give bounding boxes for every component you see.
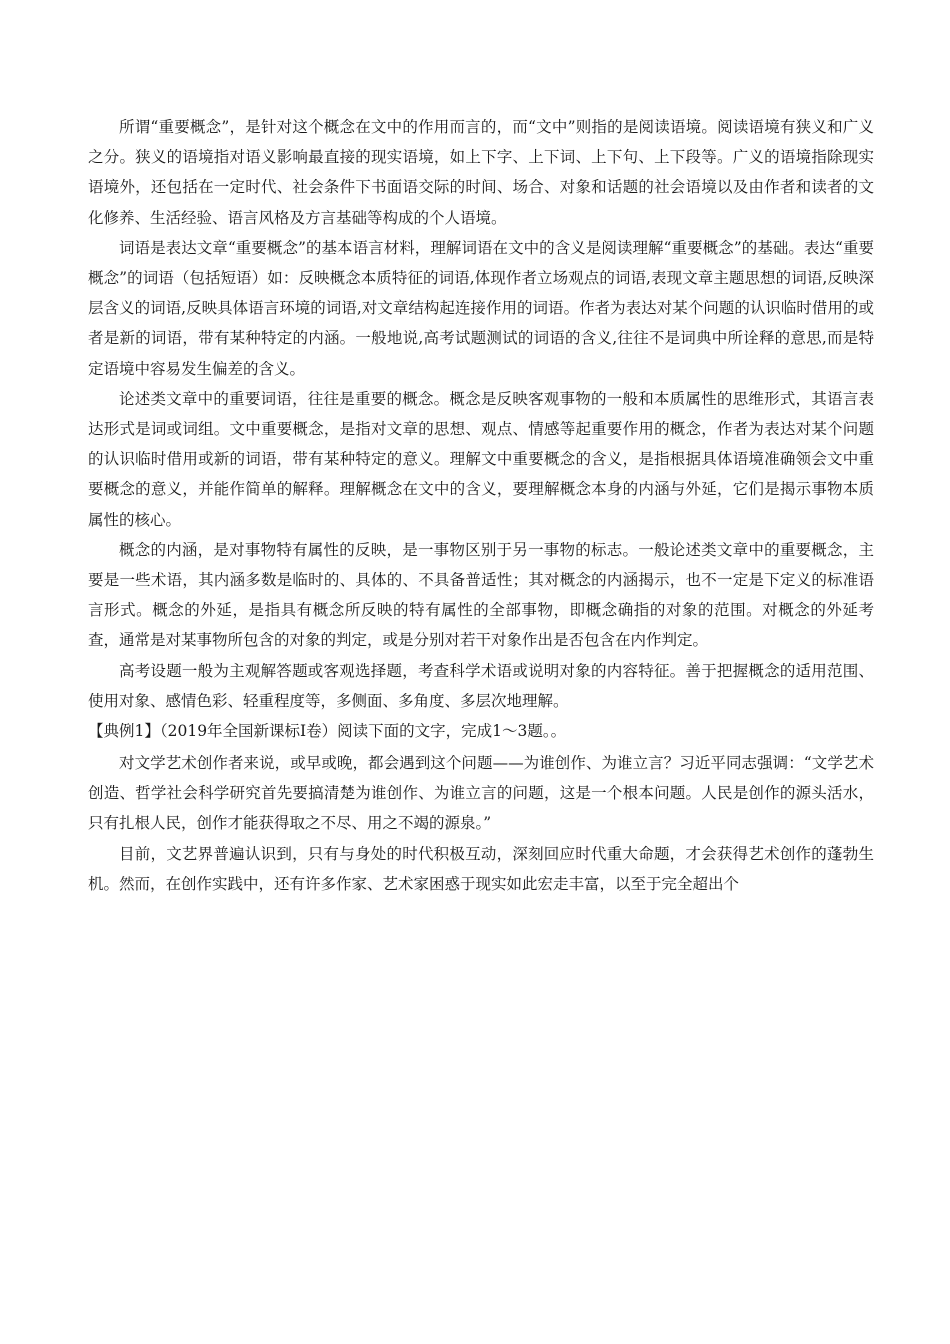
paragraph-key-words: 词语是表达文章“重要概念”的基本语言材料，理解词语在文中的含义是阅读理解“重要概念”的基础。表达“重要概念”的词语（包括短语）如：反映概念本质特征的词语,体现作者立场观点的词语,表现文章主题思想的词语,反映深层含义的词语,反映具体语言环境的词语,对文章结构起连接作用的词语。作者为表达对某个问题的认识临时借用的或者是新的词语，带有某种特定的内涵。一般地说,高考试题测试的词语的含义,往往不是词典中所诠释的意思,而是特定语境中容易发生偏差的含义。 [88, 238, 874, 378]
paragraph-exam-questions: 高考设题一般为主观解答题或客观选择题，考查科学术语或说明对象的内容特征。善于把握概念的适用范围、使用对象、感情色彩、轻重程度等，多侧面、多角度、多层次地理解。 [88, 661, 874, 710]
paragraph-connotation-extension: 概念的内涵，是对事物特有属性的反映，是一事物区别于另一事物的标志。一般论述类文章中的重要概念，主要是一些术语，其内涵多数是临时的、具体的、不具备普适性；其对概念的内涵揭示，也不一定是下定义的标准语言形式。概念的外延，是指具有概念所反映的特有属性的全部事物，即概念确指的对象的范围。对概念的外延考查，通常是对某事物所包含的对象的判定，或是分别对若干对象作出是否包含在内作判定。 [88, 540, 874, 650]
example-heading: 【典例1】（2019年全国新课标Ⅰ卷）阅读下面的文字，完成1～3题。。 [88, 722, 567, 741]
document-page [88, 112, 874, 899]
passage-paragraph-2: 目前，文艺界普遍认识到，只有与身处的时代积极互动，深刻回应时代重大命题，才会获得艺术创作的蓬勃生机。然而，在创作实践中，还有许多作家、艺术家困惑于现实如此宏走丰富，以至于完全超出个 [88, 844, 874, 893]
paragraph-reading-context: 所谓“重要概念”，是针对这个概念在文中的作用而言的，而“文中”则指的是阅读语境。阅读语境有狭义和广义之分。狭义的语境指对语义影响最直接的现实语境，如上下字、上下词、上下句、上下段等。广义的语境指除现实语境外，还包括在一定时代、社会条件下书面语交际的时间、场合、对象和话题的社会语境以及由作者和读者的文化修养、生活经验、语言风格及方言基础等构成的个人语境。 [88, 118, 874, 227]
paragraph-important-concepts: 论述类文章中的重要词语，往往是重要的概念。概念是反映客观事物的一般和本质属性的思维形式，其语言表达形式是词或词组。文中重要概念，是指对文章的思想、观点、情感等起重要作用的概念，作者为表达对某个问题的认识临时借用或新的词语，带有某种特定的意义。理解文中重要概念的含义，是指根据具体语境准确领会文中重要概念的意义，并能作简单的解释。理解概念在文中的含义，要理解概念本身的内涵与外延，它们是揭示事物本质属性的核心。 [88, 389, 874, 529]
passage-paragraph-1: 对文学艺术创作者来说，或早或晚，都会遇到这个问题——为谁创作、为谁立言？习近平同志强调：“文学艺术创造、哲学社会科学研究首先要搞清楚为谁创作、为谁立言的问题，这是一个根本问题。人民是创作的源头活水，只有扎根人民，创作才能获得取之不尽、用之不竭的源泉。” [88, 754, 874, 833]
